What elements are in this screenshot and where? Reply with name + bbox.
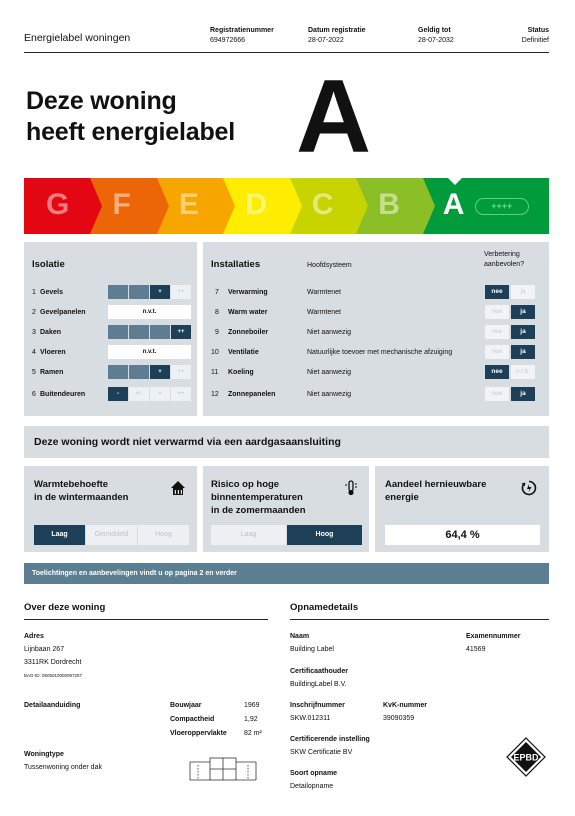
scale-segment-e: E: [157, 178, 223, 234]
document-title: Energielabel woningen: [24, 32, 131, 44]
soort-opname-value: Detailopname: [290, 783, 334, 790]
isolatie-panel: [24, 242, 197, 416]
adres-line2: 3311RK Dordrecht: [24, 659, 82, 666]
selected-marker: [447, 177, 463, 185]
header-divider: [24, 52, 549, 53]
datum-registratie-field: Datum registratie 28-07-2022: [308, 27, 366, 44]
energy-scale: [24, 178, 549, 234]
terraced-house-icon: [188, 752, 258, 786]
kvk-value: 39090359: [383, 715, 415, 722]
risico-scale: Laag Hoog: [211, 525, 363, 545]
installatie-row: 8 Warm water Warmtenet nee ja: [203, 305, 549, 321]
house-heat-icon: [170, 480, 186, 496]
installatie-row: 9 Zonneboiler Niet aanwezig nee ja: [203, 325, 549, 341]
document-header: [24, 24, 549, 50]
vloeroppervlakte-value: 82 m²: [244, 730, 262, 737]
scale-segment-g: G: [24, 178, 90, 234]
geldig-tot-field: Geldig tot 28-07-2032: [418, 27, 454, 44]
installaties-title: Installaties: [211, 259, 261, 270]
verbetering-header: Verbetering aanbevolen?: [484, 251, 525, 268]
certificerende-instelling-value: SKW Certificatie BV: [290, 749, 353, 756]
bag-id: BAG-ID: 0505010000097257: [24, 673, 83, 678]
isolatie-row: 6 Buitendeuren - +/- + ++: [24, 387, 197, 403]
scale-segment-b: B: [356, 178, 422, 234]
isolatie-title: Isolatie: [32, 259, 65, 270]
hoofdsysteem-header: Hoofdsysteem: [307, 262, 352, 269]
scale-segment-c: C: [290, 178, 356, 234]
over-title: Over deze woning: [24, 602, 106, 613]
headline: Deze woning heeft energielabel: [26, 87, 235, 146]
toelichting-bar: Toelichtingen en aanbevelingen vindt u op pagina 2 en verder: [24, 563, 549, 584]
scale-segment-a-selected: A ++++: [423, 178, 549, 234]
bouwjaar-value: 1969: [244, 702, 260, 709]
opname-title: Opnamedetails: [290, 602, 359, 613]
isolatie-row: 4 Vloeren n.v.t.: [24, 345, 197, 361]
scale-segment-d: D: [223, 178, 289, 234]
warmtebehoefte-card: Warmtebehoefte in de wintermaanden Laag Gemiddeld Hoog: [24, 466, 197, 552]
compactheid-value: 1,92: [244, 716, 258, 723]
woningtype-value: Tussenwoning onder dak: [24, 764, 102, 771]
scale-segment-f: F: [90, 178, 156, 234]
epbd-logo: [505, 736, 547, 778]
isolatie-row: 1 Gevels + ++: [24, 285, 197, 301]
naam-value: Building Label: [290, 646, 334, 653]
hernieuwbaar-value: 64,4 %: [385, 525, 540, 545]
gas-statement: Deze woning wordt niet verwarmd via een aardgasaansluiting: [24, 426, 549, 458]
hernieuwbaar-card: Aandeel hernieuwbare energie 64,4 %: [375, 466, 549, 552]
installatie-row: 7 Verwarming Warmtenet nee ja: [203, 285, 549, 301]
warmtebehoefte-scale: Laag Gemiddeld Hoog: [34, 525, 190, 545]
energy-label-letter: A: [296, 59, 372, 175]
risico-card: Risico op hoge binnentemperaturen in de zomermaanden Laag Hoog: [203, 466, 369, 552]
thermometer-icon: [343, 480, 359, 496]
installaties-panel: [203, 242, 549, 416]
registratienummer-field: Registratienummer 694972666: [210, 27, 274, 44]
svg-text:EPBD: EPBD: [513, 752, 539, 763]
installatie-row: 11 Koeling Niet aanwezig nee n.t.b.: [203, 365, 549, 381]
renewable-icon: [521, 480, 537, 496]
adres-line1: Lijnbaan 267: [24, 646, 65, 653]
isolatie-row: 5 Ramen + ++: [24, 365, 197, 381]
isolatie-row: 2 Gevelpanelen n.v.t.: [24, 305, 197, 321]
plus-indicator: ++++: [475, 198, 529, 215]
over-divider: [24, 619, 268, 620]
examennummer-value: 41569: [466, 646, 486, 653]
inschrijfnummer-value: SKW.012311: [290, 715, 331, 722]
status-field: Status Definitief: [521, 27, 549, 44]
installatie-row: 10 Ventilatie Natuurlijke toevoer met mechanische afzuiging nee ja: [203, 345, 549, 361]
isolatie-row: 3 Daken ++: [24, 325, 197, 341]
certificaathouder-value: BuildingLabel B.V.: [290, 681, 347, 688]
opname-divider: [290, 619, 549, 620]
installatie-row: 12 Zonnepanelen Niet aanwezig nee ja: [203, 387, 549, 403]
